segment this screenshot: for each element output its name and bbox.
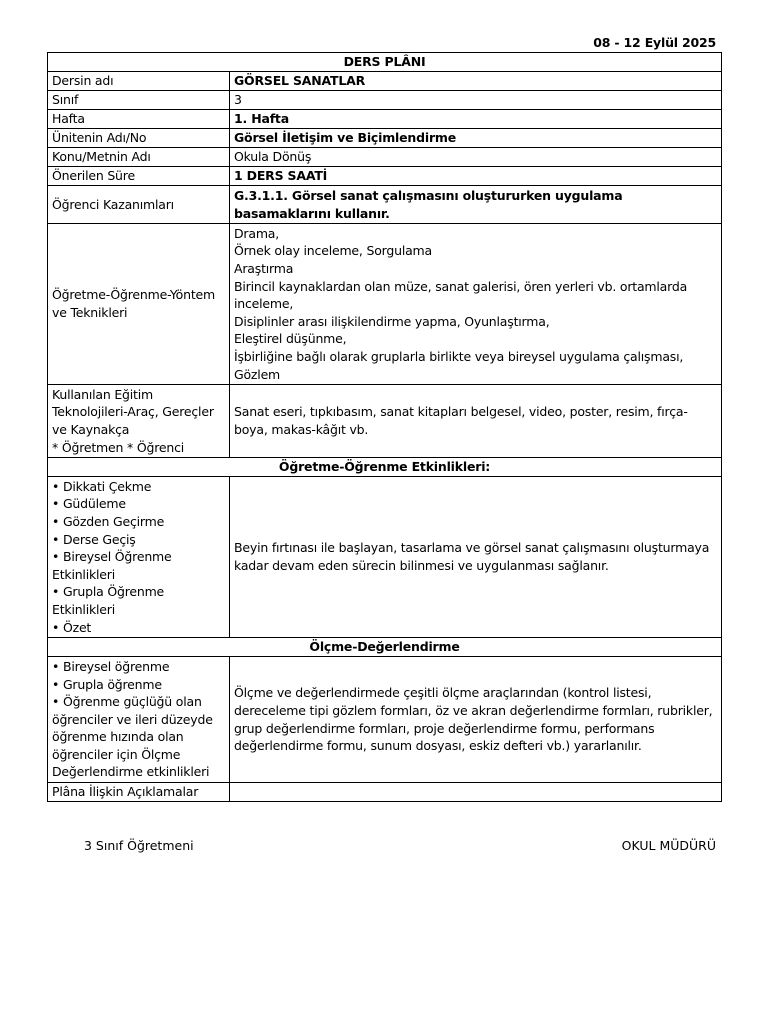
list-item: • Öğrenme güçlüğü olan öğrenciler ve ileri düzeyde öğrenme hızında olan öğrenciler için Ölçme Değerlendirme etkinlikleri (52, 694, 213, 780)
etkinlik-steps (48, 477, 230, 638)
list-item: • Derse Geçiş (52, 531, 136, 547)
list-item: • Grupla öğrenme (52, 676, 162, 692)
label-yontem: Öğretme-Öğrenme-Yöntem ve Teknikleri (48, 224, 230, 385)
olcme-items (48, 657, 230, 783)
label-konu: Konu/Metnin Adı (48, 148, 230, 167)
label-kazanim: Öğrenci Kazanımları (48, 186, 230, 224)
list-item: • Gözden Geçirme (52, 514, 165, 530)
label-unite: Ünitenin Adı/No (48, 129, 230, 148)
yontem-line: Drama, (234, 225, 280, 241)
list-item: • Grupla Öğrenme Etkinlikleri (52, 584, 165, 617)
value-sure: 1 DERS SAATİ (230, 167, 722, 186)
yontem-line: Araştırma (234, 261, 294, 277)
label-sure: Önerilen Süre (48, 167, 230, 186)
teacher-signature-label: 3 Sınıf Öğretmeni (84, 838, 194, 853)
list-item: • Özet (52, 619, 92, 635)
value-konu: Okula Dönüş (230, 148, 722, 167)
plan-title: DERS PLÂNI (48, 53, 722, 72)
label-arac (48, 385, 230, 458)
label-hafta: Hafta (48, 110, 230, 129)
etkinlik-text: Beyin fırtınası ile başlayan, tasarlama ve görsel sanat çalışmasını oluşturmaya kadar devam eden sürecin bilinmesi ve uygulanması sağlanır. (230, 477, 722, 638)
label-sinif: Sınıf (48, 91, 230, 110)
value-unite: Görsel İletişim ve Biçimlendirme (230, 129, 722, 148)
list-item: • Güdüleme (52, 496, 126, 512)
lesson-plan-table (47, 52, 722, 802)
value-kazanim: G.3.1.1. Görsel sanat çalışmasını oluştururken uygulama basamaklarını kullanır. (230, 186, 722, 224)
label-arac-sub: * Öğretmen * Öğrenci (52, 439, 185, 455)
label-arac-main: Kullanılan Eğitim Teknolojileri-Araç, Gereçler ve Kaynakça (52, 386, 214, 437)
olcme-heading: Ölçme-Değerlendirme (48, 638, 722, 657)
yontem-line: Örnek olay inceleme, Sorgulama (234, 243, 432, 259)
yontem-line: Disiplinler arası ilişkilendirme yapma, Oyunlaştırma, (234, 313, 550, 329)
yontem-line: Eleştirel düşünme, (234, 331, 347, 347)
value-yontem (230, 224, 722, 385)
value-ders-adi: GÖRSEL SANATLAR (230, 72, 722, 91)
etkinlik-heading: Öğretme-Öğrenme Etkinlikleri: (48, 458, 722, 477)
yontem-line: İşbirliğine bağlı olarak gruplarla birlikte veya bireysel uygulama çalışması, Gözlem (234, 348, 684, 382)
principal-signature-label: OKUL MÜDÜRÜ (621, 838, 716, 853)
value-hafta: 1. Hafta (230, 110, 722, 129)
label-ders-adi: Dersin adı (48, 72, 230, 91)
label-aciklama: Plâna İlişkin Açıklamalar (48, 783, 230, 802)
value-aciklama (230, 783, 722, 802)
list-item: • Bireysel Öğrenme Etkinlikleri (52, 549, 172, 582)
yontem-line: Birincil kaynaklardan olan müze, sanat galerisi, ören yerleri vb. ortamlarda inceleme, (234, 278, 688, 312)
list-item: • Bireysel öğrenme (52, 658, 170, 674)
value-arac: Sanat eseri, tıpkıbasım, sanat kitapları belgesel, video, poster, resim, fırça-boya, makas-kâğıt vb. (230, 385, 722, 458)
date-range: 08 - 12 Eylül 2025 (593, 35, 716, 50)
list-item: • Dikkati Çekme (52, 478, 152, 494)
olcme-text: Ölçme ve değerlendirmede çeşitli ölçme araçlarından (kontrol listesi, dereceleme tipi gözlem formları, öz ve akran değerlendirme formları, rubrikler, grup değerlendirme formları, proje değerlendirme formu, performans değerlendirme formu, sunum dosyası, eskiz defteri vb.) yararlanılır. (230, 657, 722, 783)
value-sinif: 3 (230, 91, 722, 110)
